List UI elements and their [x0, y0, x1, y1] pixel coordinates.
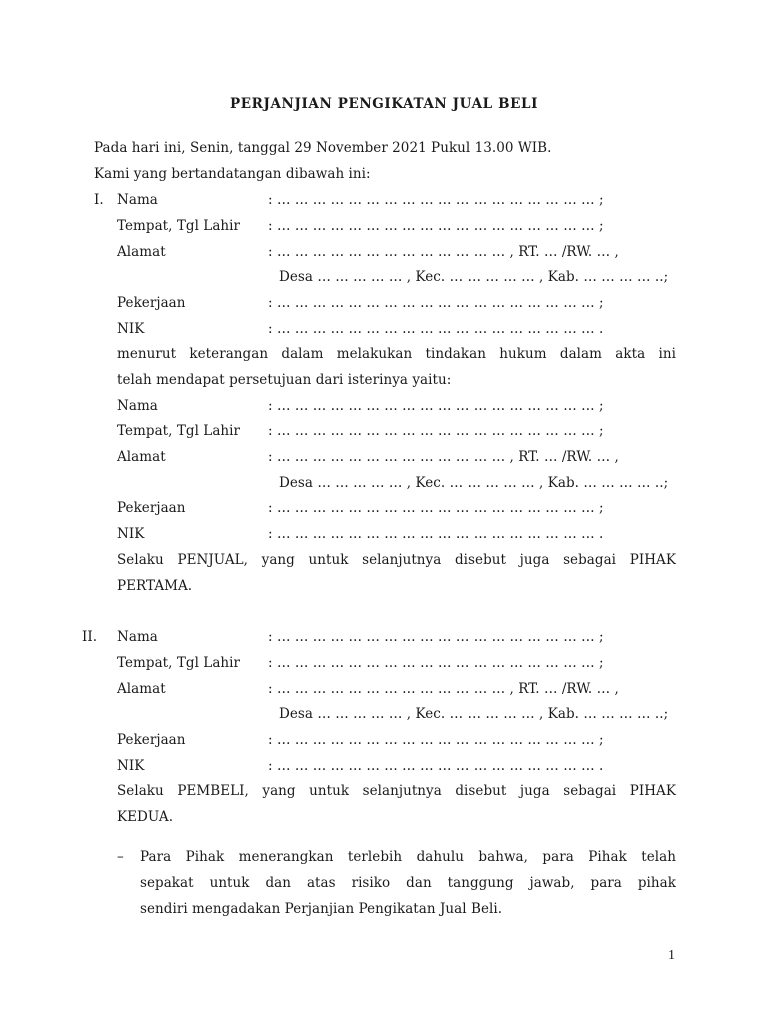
party-two-job-blank: : … … … … … … … … … … … … … … … … … … ;: [268, 732, 604, 748]
spouse-name-label: Nama: [117, 398, 158, 414]
party-one-name-blank: : … … … … … … … … … … … … … … … … … … ;: [268, 192, 604, 208]
party-one-spouse-line-2: telah mendapat persetujuan dari isterinya yaitu:: [117, 372, 452, 388]
party-one-birth-label: Tempat, Tgl Lahir: [117, 218, 241, 234]
party-two-job-label: Pekerjaan: [117, 732, 186, 748]
party-one-job-label: Pekerjaan: [117, 295, 186, 311]
party-two-numeral: II.: [82, 629, 98, 645]
clause-line-1: Para Pihak menerangkan terlebih dahulu bahwa, para Pihak telah: [140, 849, 676, 865]
party-two-birth-label: Tempat, Tgl Lahir: [117, 655, 241, 671]
party-one-birth-blank: : … … … … … … … … … … … … … … … … … … ;: [268, 218, 604, 234]
party-two-name-blank: : … … … … … … … … … … … … … … … … … … ;: [268, 629, 604, 645]
spouse-job-label: Pekerjaan: [117, 500, 186, 516]
party-two-nik-label: NIK: [117, 758, 145, 774]
party-one-address-label: Alamat: [117, 244, 166, 260]
party-two-birth-blank: : … … … … … … … … … … … … … … … … … … ;: [268, 655, 604, 671]
spouse-birth-label: Tempat, Tgl Lahir: [117, 423, 241, 439]
spouse-village-blank: Desa … … … … … , Kec. … … … … … , Kab. … … … … ..;: [279, 475, 669, 491]
spouse-nik-blank: : … … … … … … … … … … … … … … … … … … .: [268, 526, 604, 542]
party-one-nik-label: NIK: [117, 321, 145, 337]
party-one-nik-blank: : … … … … … … … … … … … … … … … … … … .: [268, 321, 604, 337]
spouse-address-label: Alamat: [117, 449, 166, 465]
party-one-name-label: Nama: [117, 192, 158, 208]
spouse-name-blank: : … … … … … … … … … … … … … … … … … … ;: [268, 398, 604, 414]
party-two-role-line-1: Selaku PEMBELI, yang untuk selanjutnya disebut juga sebagai PIHAK: [117, 783, 676, 799]
party-two-address-blank: : … … … … … … … … … … … … … , RT. … /RW. … ,: [268, 681, 619, 697]
spouse-address-blank: : … … … … … … … … … … … … … , RT. … /RW. … ,: [268, 449, 619, 465]
party-one-job-blank: : … … … … … … … … … … … … … … … … … … ;: [268, 295, 604, 311]
party-one-village-blank: Desa … … … … … , Kec. … … … … … , Kab. … … … … ..;: [279, 269, 669, 285]
party-one-role-line-2: PERTAMA.: [117, 578, 193, 594]
party-one-spouse-line-1: menurut keterangan dalam melakukan tindakan hukum dalam akta ini: [117, 346, 676, 362]
party-one-numeral: I.: [94, 192, 104, 208]
party-one-role-line-1: Selaku PENJUAL, yang untuk selanjutnya disebut juga sebagai PIHAK: [117, 552, 676, 568]
spouse-nik-label: NIK: [117, 526, 145, 542]
spouse-birth-blank: : … … … … … … … … … … … … … … … … … … ;: [268, 423, 604, 439]
document-title: PERJANJIAN PENGIKATAN JUAL BELI: [230, 96, 538, 112]
party-two-name-label: Nama: [117, 629, 158, 645]
clause-bullet: –: [117, 849, 124, 865]
spouse-job-blank: : … … … … … … … … … … … … … … … … … … ;: [268, 500, 604, 516]
party-two-nik-blank: : … … … … … … … … … … … … … … … … … … .: [268, 758, 604, 774]
clause-line-3: sendiri mengadakan Perjanjian Pengikatan Jual Beli.: [140, 901, 503, 917]
opening-day-line: Pada hari ini, Senin, tanggal 29 November 2021 Pukul 13.00 WIB.: [94, 140, 552, 156]
clause-line-2: sepakat untuk dan atas risiko dan tanggung jawab, para pihak: [140, 875, 676, 891]
opening-signatories-line: Kami yang bertandatangan dibawah ini:: [94, 166, 371, 182]
party-two-address-label: Alamat: [117, 681, 166, 697]
page-number: 1: [668, 948, 675, 963]
party-one-address-blank: : … … … … … … … … … … … … … , RT. … /RW. … ,: [268, 244, 619, 260]
party-two-role-line-2: KEDUA.: [117, 809, 174, 825]
party-two-village-blank: Desa … … … … … , Kec. … … … … … , Kab. … … … … ..;: [279, 706, 669, 722]
